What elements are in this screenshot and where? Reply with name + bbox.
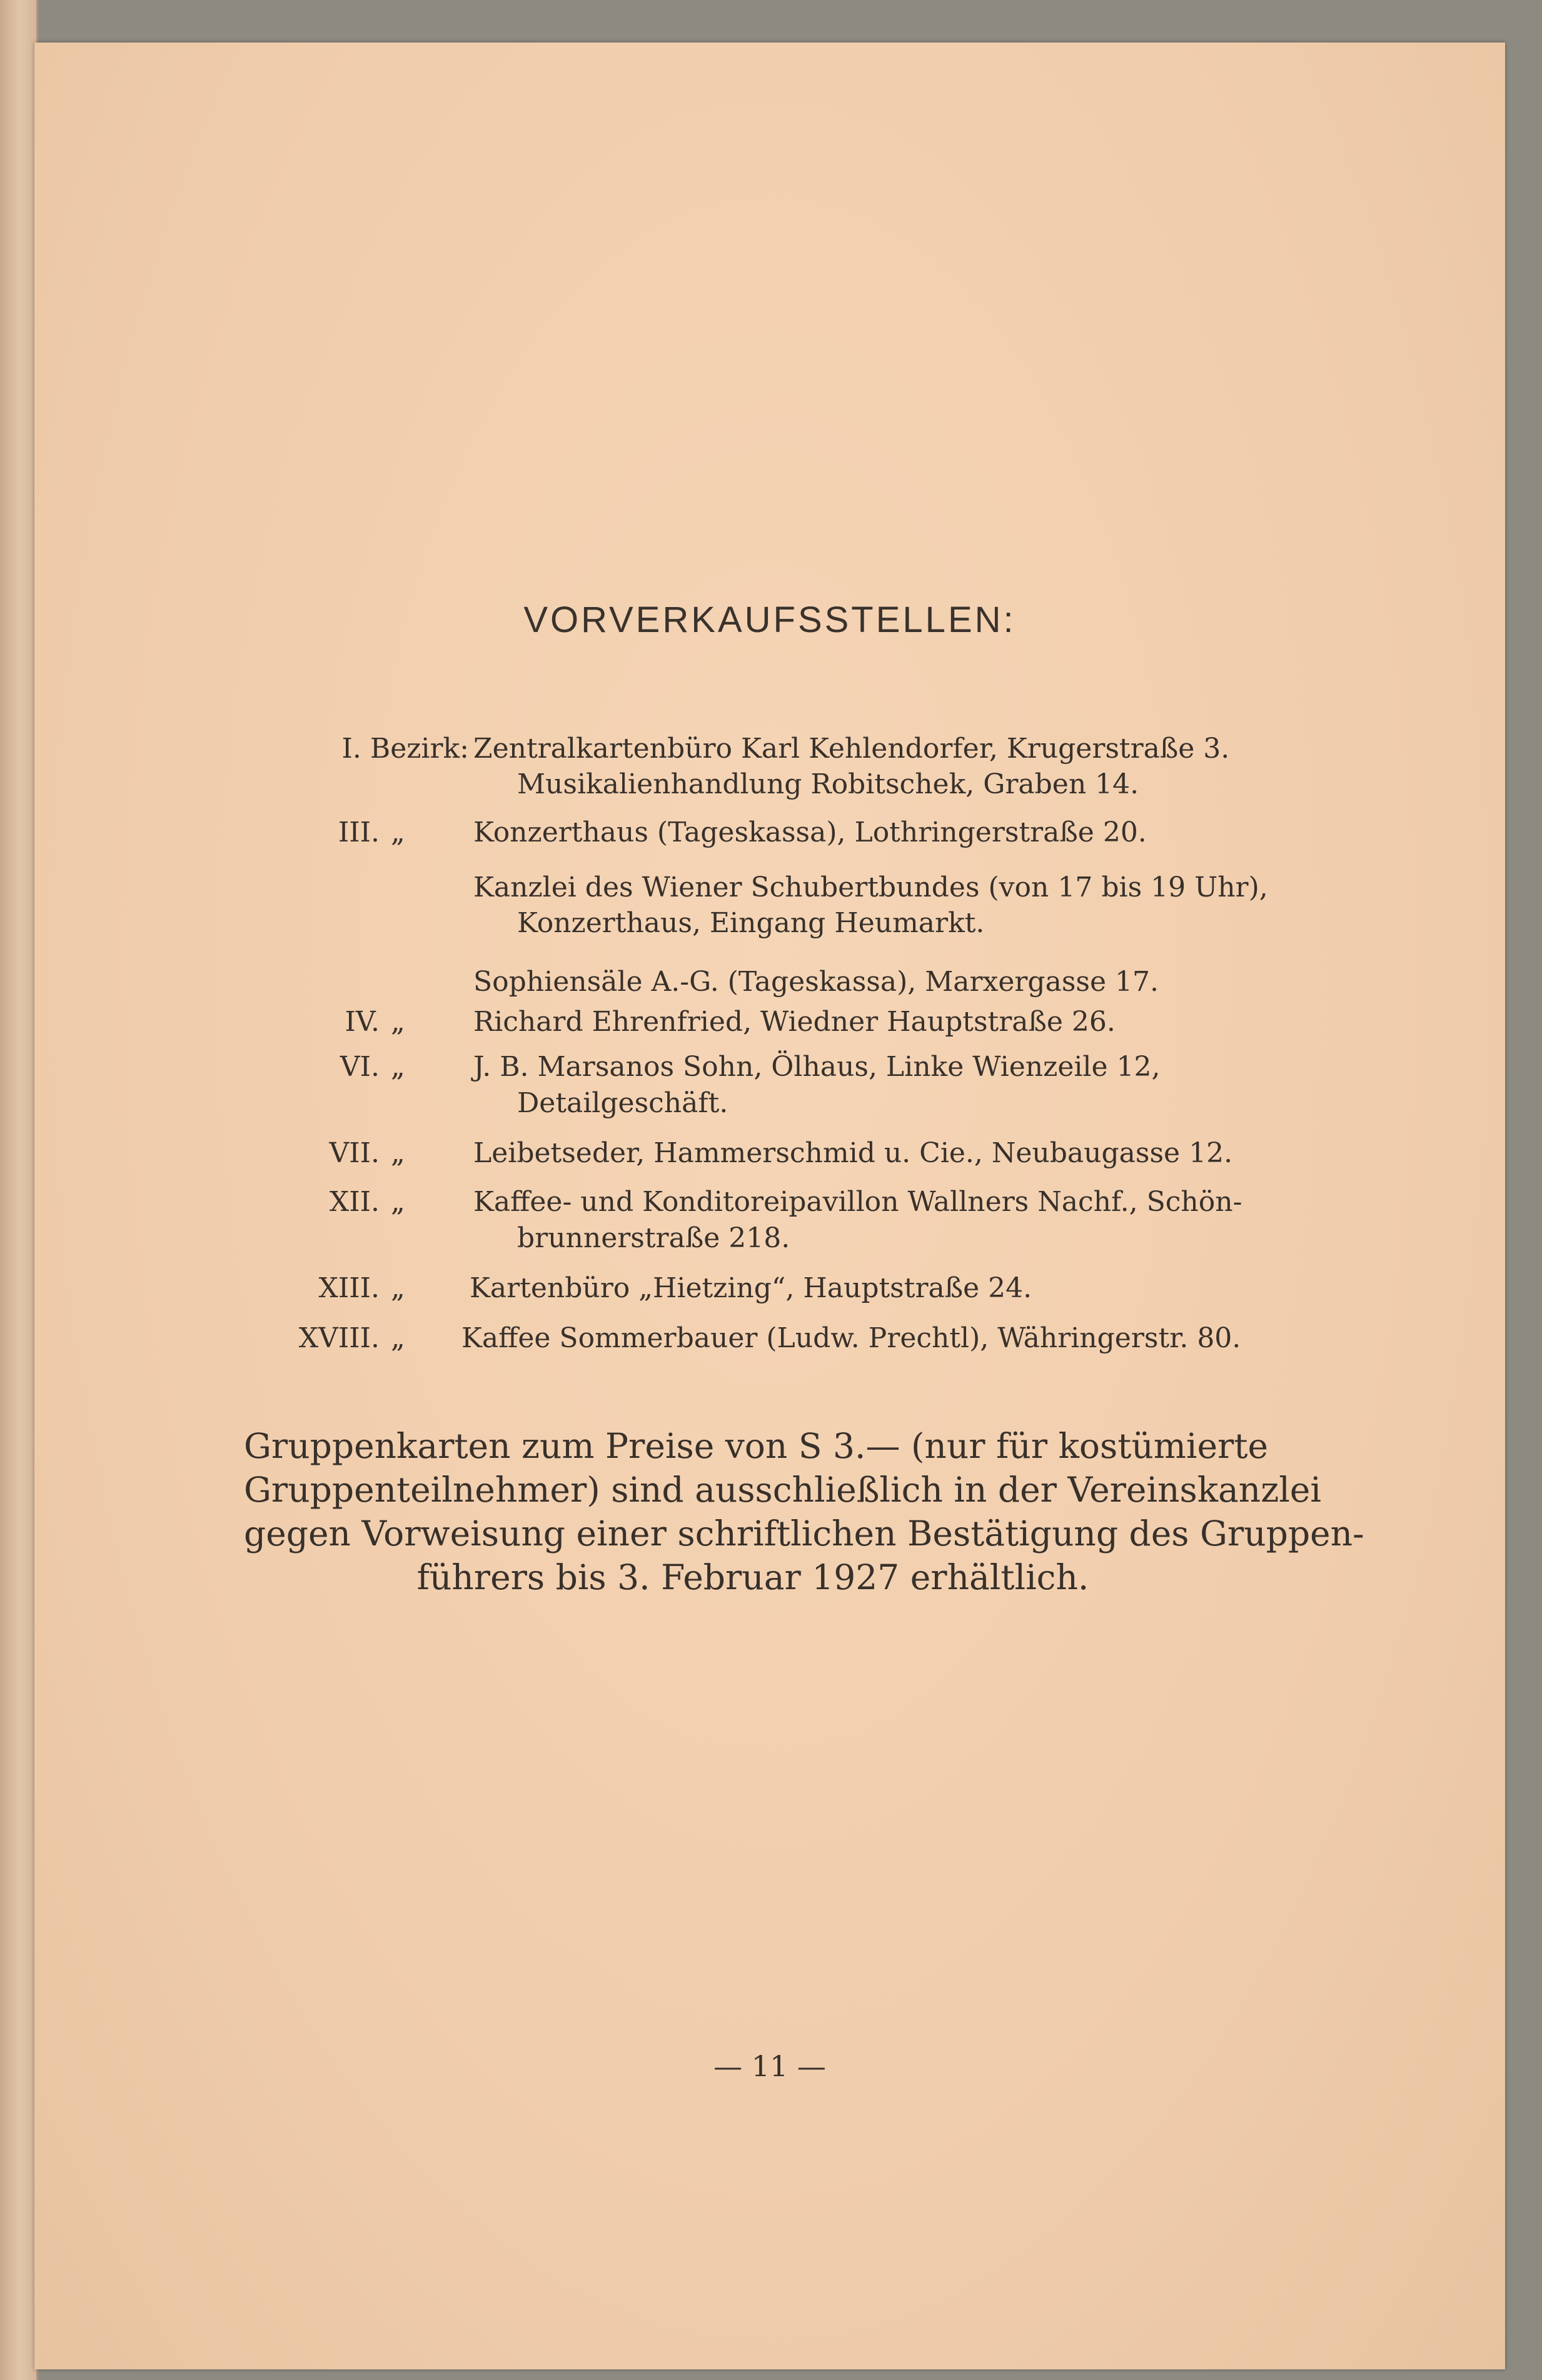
- entry-line: Kaffee Sommerbauer (Ludw. Prechtl), Währingerstr. 80.: [461, 1322, 1241, 1354]
- page-heading: VORVERKAUFSSTELLEN:: [523, 600, 1016, 640]
- notice-line: führers bis 3. Februar 1927 erhältlich.: [416, 1557, 1089, 1597]
- entry-line: Sophiensäle A.-G. (Tageskassa), Marxergasse 17.: [473, 966, 1159, 998]
- previous-page-edge: [0, 0, 38, 2380]
- entry-line: Konzerthaus, Eingang Heumarkt.: [517, 907, 985, 939]
- ditto-mark: „: [391, 1051, 405, 1083]
- ditto-mark: „: [391, 816, 405, 848]
- entry-line: Detailgeschäft.: [517, 1087, 728, 1119]
- district-label: I. Bezirk:: [341, 733, 469, 765]
- district-label: XII.: [329, 1186, 380, 1218]
- district-label: XIII.: [318, 1272, 380, 1304]
- ditto-mark: „: [391, 1186, 405, 1218]
- entry-line: brunnerstraße 218.: [517, 1222, 790, 1254]
- entry-line: J. B. Marsanos Sohn, Ölhaus, Linke Wienzeile 12,: [473, 1051, 1161, 1083]
- entry-line: Musikalienhandlung Robitschek, Graben 14.: [517, 768, 1139, 800]
- district-label: IV.: [345, 1006, 380, 1038]
- entry-line: Konzerthaus (Tageskassa), Lothringerstraße 20.: [473, 816, 1147, 848]
- ditto-mark: „: [391, 1137, 405, 1169]
- district-label: VII.: [329, 1137, 380, 1169]
- ditto-mark: „: [391, 1322, 405, 1354]
- entry-line: Richard Ehrenfried, Wiedner Hauptstraße 26.: [473, 1006, 1116, 1038]
- ditto-mark: „: [391, 1006, 405, 1038]
- entry-line: Kanzlei des Wiener Schubertbundes (von 17 bis 19 Uhr),: [473, 871, 1268, 903]
- group-tickets-notice: [244, 1424, 1364, 1599]
- district-label: VI.: [340, 1051, 380, 1083]
- notice-line: gegen Vorweisung einer schriftlichen Bestätigung des Gruppen-: [244, 1514, 1364, 1554]
- page-number: — 11 —: [713, 2049, 826, 2083]
- district-label: XVIII.: [298, 1322, 380, 1354]
- entry-line: Leibetseder, Hammerschmid u. Cie., Neubaugasse 12.: [473, 1137, 1233, 1169]
- booklet-page: [34, 43, 1505, 2369]
- ditto-mark: „: [391, 1272, 405, 1304]
- notice-line: Gruppenteilnehmer) sind ausschließlich in der Vereinskanzlei: [244, 1470, 1321, 1510]
- entry-line: Zentralkartenbüro Karl Kehlendorfer, Krugerstraße 3.: [473, 733, 1230, 765]
- notice-line: Gruppenkarten zum Preise von S 3.— (nur für kostümierte: [244, 1426, 1268, 1466]
- entry-line: Kartenbüro „Hietzing“, Hauptstraße 24.: [470, 1272, 1032, 1304]
- entry-line: Kaffee- und Konditoreipavillon Wallners Nachf., Schön-: [473, 1186, 1242, 1218]
- district-label: III.: [338, 816, 380, 848]
